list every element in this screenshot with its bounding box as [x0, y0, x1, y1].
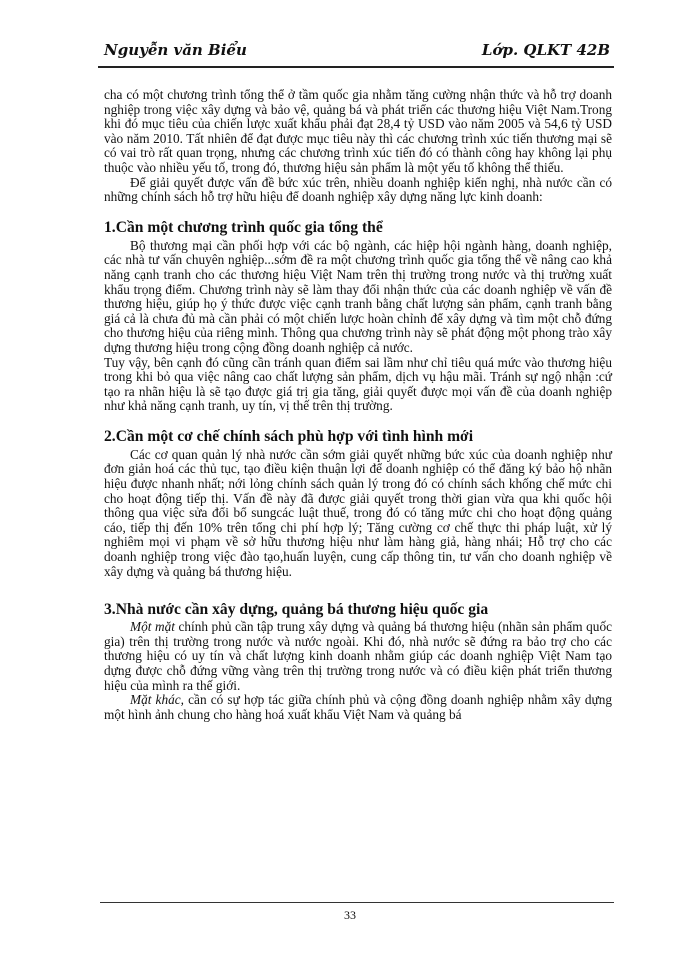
- paragraph: [104, 620, 612, 693]
- paragraph: Để giải quyết được vấn đề bức xúc trên, nhiều doanh nghiệp kiến nghị, nhà nước cần có những chính sách hỗ trợ hữu hiệu để doanh nghiệp xây dựng năng lực kinh doanh:: [104, 174, 612, 205]
- section-heading-1: 1.Cần một chương trình quốc gia tổng thể: [104, 218, 383, 236]
- section-heading-3: 3.Nhà nước cần xây dựng, quảng bá thương hiệu quốc gia: [104, 601, 489, 619]
- footer-divider: [100, 902, 614, 903]
- page-number: 33: [344, 908, 356, 922]
- header-class: Lớp. QLKT 42B: [481, 41, 610, 59]
- section-heading-2: 2.Cần một cơ chế chính sách phù hợp với tình hình mới: [104, 427, 474, 445]
- emphasis: Mặt khác,: [130, 692, 184, 708]
- header-author: Nguyễn văn Biểu: [104, 41, 247, 59]
- emphasis: Một mặt: [130, 619, 175, 635]
- paragraph: [104, 693, 612, 722]
- paragraph: Các cơ quan quản lý nhà nước cần sớm giải quyết những bức xúc của doanh nghiệp như đơn giản hoá các thủ tục, tạo điều kiện thuận lợi để doanh nghiệp có thể đăng ký bảo hộ nhãn hiệu được nhanh nhất; nới lỏng chính sách quản lý trong đó có chính sách khống chế mức chi cho hoạt động tiếp thị. Vấn đề này đã được giải quyết trong thời gian vừa qua khi quốc hội thông qua việc sửa đổi bổ sungcác luật thuế, trong đó có tăng mức chi cho hoạt động quảng cáo, tiếp thị đến 10% trên tổng chi phí hợp lý; Tăng cường cơ chế thực thi pháp luật, xử lý nghiêm mọi vi phạm về sở hữu thương hiệu như làm hàng giả, hàng nhái; Hỗ trợ cho các doanh nghiệp trong việc đào tạo,huấn luyện, cung cấp thông tin, tư vấn cho doanh nghiệp về xây dựng và quảng bá thương hiệu.: [104, 446, 612, 579]
- paragraph-text: chính phủ cần tập trung xây dựng và quảng bá thương hiệu (nhãn sản phẩm quốc gia) trên thị trường trong nước và nước ngoài. Khi đó, nhà nước sẽ đứng ra bảo trợ cho các thương hiệu có uy tín và chất lượng kinh doanh nhằm giúp các doanh nghiệp Việt Nam tạo dựng được chỗ đứng vững vàng trên thị trường trong nước và có điều kiện phát triển thương hiệu của mình ra thế giới.: [104, 619, 612, 693]
- paragraph: cha có một chương trình tổng thể ở tầm quốc gia nhằm tăng cường nhận thức và hỗ trợ doanh nghiệp trong việc xây dựng và bảo vệ, quảng bá và phát triển các thương hiệu Việt Nam.Trong khi đó mục tiêu của chiến lược xuất khẩu phải đạt 28,4 tỷ USD vào năm 2005 và 54,6 tỷ USD vào năm 2010. Tất nhiên để đạt được mục tiêu này thì các chương trình xúc tiến thương mại sẽ có vai trò rất quan trọng, nhưng các chương trình xúc tiến đó có thành công hay không lại phụ thuộc vào nhiều yếu tố, trong đó, thương hiệu sản phẩm là một yếu tố không thể thiếu.: [104, 87, 612, 175]
- paragraph: Tuy vậy, bên cạnh đó cũng cần tránh quan điểm sai lầm như chỉ tiêu quá mức vào thương hiệu trong khi bỏ qua việc nâng cao chất lượng sản phẩm, dịch vụ hậu mãi. Tránh sự ngộ nhận :cứ tạo ra nhãn hiệu là sẽ tạo được giá trị gia tăng, giải quyết được mọi vấn đề của doanh nghiệp như khả năng cạnh tranh, uy tín, vị thế trên thị trường.: [104, 354, 612, 414]
- paragraph-text: cần có sự hợp tác giữa chính phủ và cộng đồng doanh nghiệp nhằm xây dựng một hình ảnh chung cho hàng hoá xuất khẩu Việt Nam và quảng bá: [104, 692, 613, 722]
- page-body: [104, 88, 612, 722]
- page-header: [98, 40, 614, 68]
- paragraph: Bộ thương mại cần phối hợp với các bộ ngành, các hiệp hội ngành hàng, doanh nghiệp, các nhà tư vấn chuyên nghiệp...sớm đề ra một chương trình quốc gia tổng thể về nâng cao khả năng cạnh tranh cho các thương hiệu Việt Nam trên thị trường trong nước và thị trường xuất khẩu trọng điểm. Chương trình này sẽ làm thay đổi nhận thức của các doanh nghiệp về vấn đề thương hiệu, giúp họ ý thức được việc cạnh tranh bằng chất lượng sản phẩm, cạnh tranh bằng giá cả là chưa đủ mà cần phải có một chiến lược hoàn chỉnh để xây dựng và tìm một chỗ đứng cho thương hiệu của riêng mình. Thông qua chương trình này sẽ phát động một phong trào xây dựng thương hiệu trong cộng đồng doanh nghiệp cả nước.: [104, 237, 612, 355]
